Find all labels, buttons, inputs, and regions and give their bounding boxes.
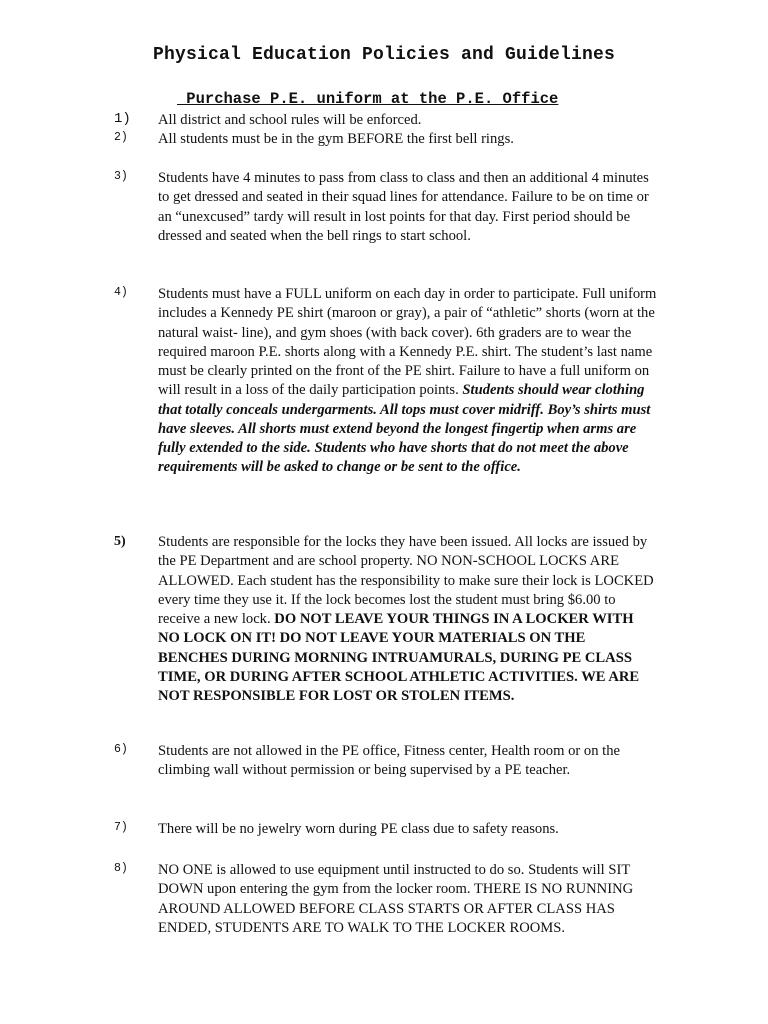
item-number: 3) <box>114 170 128 183</box>
item-emphasis: DO NOT LEAVE YOUR THINGS IN A LOCKER WITH NO LOCK ON IT! DO NOT LEAVE YOUR MATERIALS ON THE BENCHES DURING MORNING INTRUAMURALS, DURING PE CLASS TIME, OR DURING AFTER SCHOOL ATHLETIC ACTIVITIES. WE ARE NOT RESPONSIBLE FOR LOST OR STOLEN ITEMS. <box>158 611 640 704</box>
item-emphasis: Students should wear clothing that totally conceals undergarments. All tops must cover midriff. Boy’s shirts must have sleeves. All shorts must extend beyond the longest fingertip when arms are fully extended to the side. Students who have shorts that do not meet the above requirements will be asked to change or be sent to the office. <box>158 382 651 476</box>
item-number: 4) <box>114 286 128 299</box>
item-number: 1) <box>114 111 131 127</box>
item-number: 5) <box>114 534 126 549</box>
item-number: 6) <box>114 743 128 756</box>
item-text <box>158 285 658 478</box>
item-text: All students must be in the gym BEFORE the first bell rings. <box>158 131 514 147</box>
item-number: 7) <box>114 821 128 834</box>
item-text: Students are not allowed in the PE office, Fitness center, Health room or on the climbing wall without permission or being supervised by a PE teacher. <box>158 743 620 779</box>
item-number: 8) <box>114 862 128 875</box>
item-text: There will be no jewelry worn during PE class due to safety reasons. <box>158 821 559 837</box>
item-body: Students are responsible for the locks they have been issued. All locks are issued by the PE Department and are school property. NO NON-SCHOOL LOCKS ARE ALLOWED. Each student has the responsibility to make sure their lock is LOCKED every time they use it. If the lock becomes lost the student must bring $6.00 to receive a new lock. <box>158 534 654 627</box>
item-text <box>158 533 658 706</box>
item-text: Students have 4 minutes to pass from class to class and then an additional 4 minutes to get dressed and seated in their squad lines for attendance. Failure to be on time or an “unexcused” tardy will result in lost points for that day. First period should be dressed and seated when the bell rings to start school. <box>158 170 649 244</box>
page-subtitle: Purchase P.E. uniform at the P.E. Office <box>177 90 559 108</box>
item-text: All district and school rules will be enforced. <box>158 112 422 128</box>
item-number: 2) <box>114 131 128 144</box>
page-title: Physical Education Policies and Guidelines <box>152 45 616 65</box>
item-body: Students must have a FULL uniform on each day in order to participate. Full uniform includes a Kennedy PE shirt (maroon or gray), a pair of “athletic” shorts (worn at the natural waist- line), and gym shoes (with back cover). 6th graders are to wear the required maroon P.E. shorts along with a Kennedy P.E. shirt. The student’s last name must be clearly printed on the front of the PE shirt. Failure to have a full uniform on will result in a loss of the daily participation points. <box>158 286 657 399</box>
item-text: NO ONE is allowed to use equipment until instructed to do so. Students will SIT DOWN upon entering the gym from the locker room. THERE IS NO RUNNING AROUND ALLOWED BEFORE CLASS STARTS OR AFTER CLASS HAS ENDED, STUDENTS ARE TO WALK TO THE LOCKER ROOMS. <box>158 862 634 936</box>
